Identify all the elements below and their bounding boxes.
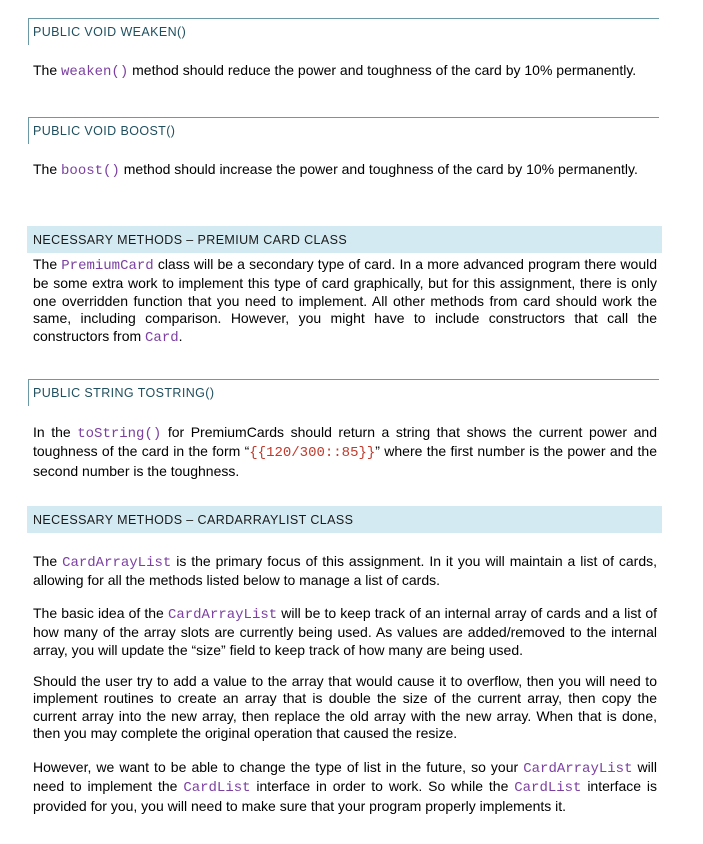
code-cardlist: CardList: [183, 780, 251, 797]
heading-cardarraylist-text: NECESSARY METHODS – CARDARRAYLIST CLASS: [33, 513, 354, 527]
paragraph-cardarraylist-3: [33, 673, 657, 743]
code-weaken: weaken(): [61, 64, 129, 80]
code-cardarraylist: CardArrayList: [167, 607, 278, 623]
heading-premium-card-class: [27, 226, 662, 253]
text-segment: The: [33, 256, 62, 272]
heading-boost: [28, 117, 659, 144]
heading-weaken-text: PUBLIC VOID WEAKEN(): [33, 25, 187, 39]
code-tostring: toString(): [77, 426, 162, 442]
text-segment: for PremiumCards should return a string that shows the current power and toughness of the card in the form “: [33, 424, 657, 460]
paragraph-cardarraylist-2: [33, 605, 657, 659]
paragraph-boost: [33, 161, 657, 180]
paragraph-premium: [33, 256, 657, 347]
heading-weaken: [28, 18, 659, 45]
text-segment: is the primary focus of this assignment. In it you will maintain a list of cards, allowing for all the methods listed below to manage a list of cards.: [33, 553, 658, 589]
paragraph-cardarraylist-1: [33, 553, 657, 590]
text-segment: will need to implement the: [33, 759, 657, 795]
code-boost: boost(): [61, 163, 120, 179]
code-cardarraylist: CardArrayList: [523, 761, 633, 777]
code-cardarraylist: CardArrayList: [62, 555, 172, 571]
text-segment: In the: [33, 424, 78, 440]
text-segment: .: [178, 327, 183, 344]
text-segment: method should increase the power and toughness of the card by 10% permanently.: [119, 161, 638, 177]
text-segment: The: [33, 161, 62, 177]
text-segment: ” where the first number is the power and the second number is the toughness.: [33, 443, 657, 479]
text-segment: method should reduce the power and toughness of the card by 10% permanently.: [128, 62, 637, 78]
text-segment: interface in order to work. So while the: [250, 778, 515, 795]
paragraph-weaken: [33, 62, 657, 81]
heading-cardarraylist-class: [27, 506, 662, 533]
heading-premium-text: NECESSARY METHODS – PREMIUM CARD CLASS: [33, 233, 348, 247]
paragraph-cardarraylist-4: [33, 759, 657, 815]
code-card: Card: [145, 329, 179, 346]
code-cardlist: CardList: [514, 780, 582, 797]
text-segment: Should the user try to add a value to the array that would cause it to overflow, then you will need to implement routines to create an array that is double the size of the current array, then copy the current array into the new array, then replace the old array with the new array. When that is done, then you may complete the original operation that caused the resize.: [33, 673, 657, 742]
paragraph-tostring: [33, 424, 657, 480]
text-segment: The: [33, 62, 62, 78]
text-segment: class will be a secondary type of card. In a more advanced program there would be some extra work to implement this type of card graphically, but for this assignment, there is only one overridden function that you need to implement. All other methods from card should work the same, including comparison. However, you might have to include constructors that call the constructors from: [33, 256, 657, 344]
text-segment: The: [33, 553, 63, 569]
heading-boost-text: PUBLIC VOID BOOST(): [33, 124, 176, 138]
heading-tostring-text: PUBLIC STRING TOSTRING(): [33, 386, 215, 400]
text-segment: will be to keep track of an internal array of cards and a list of how many of the array slots are currently being used. As values are added/removed to the internal array, you will update the “size” field to keep track of how many are being used.: [33, 605, 657, 658]
text-segment: interface is provided for you, you will need to make sure that your program properly implements it.: [33, 778, 657, 814]
text-segment: The basic idea of the: [33, 605, 168, 621]
text-segment: However, we want to be able to change the type of list in the future, so your: [33, 759, 524, 775]
heading-tostring: [28, 379, 659, 406]
code-premiumcard: PremiumCard: [61, 258, 154, 274]
code-format-example: {{120/300::85}}: [249, 445, 376, 462]
